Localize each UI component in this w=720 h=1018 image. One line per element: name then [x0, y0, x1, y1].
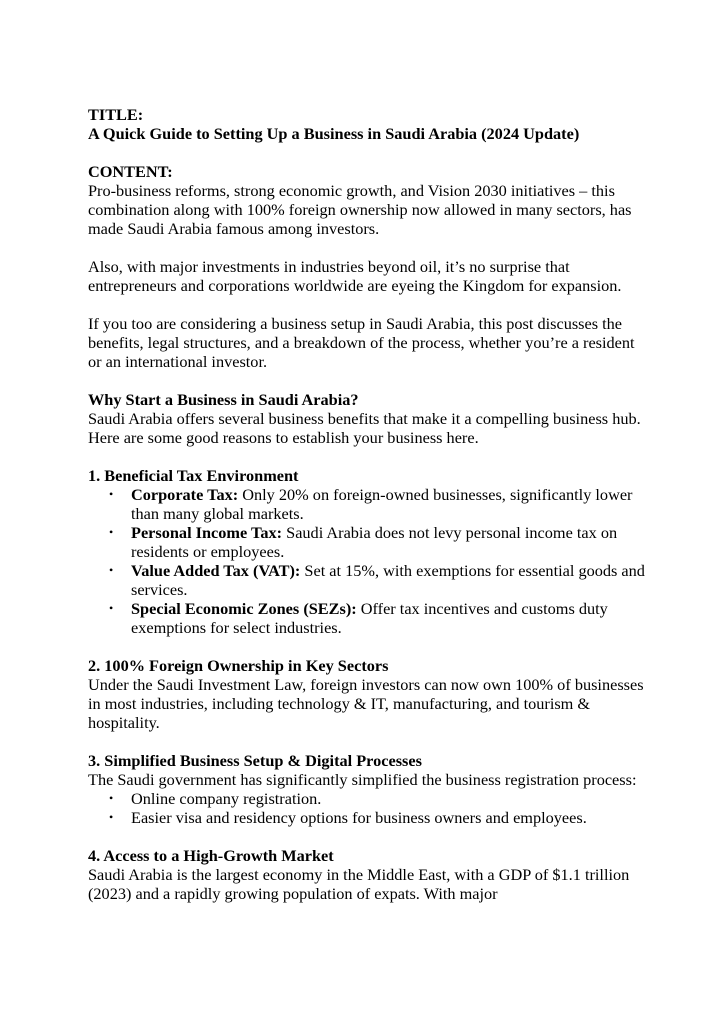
title-label: TITLE: [88, 105, 144, 124]
list-item [109, 808, 650, 827]
bullet-text: Online company registration. [131, 789, 322, 808]
bullet-label: Value Added Tax (VAT): [131, 561, 301, 580]
document-title: A Quick Guide to Setting Up a Business in Saudi Arabia (2024 Update) [88, 124, 580, 143]
bullet-icon: • [109, 563, 114, 577]
section1-bullet-list [88, 485, 650, 637]
list-item [109, 789, 650, 808]
bullet-icon: • [109, 791, 114, 805]
section3-bullet-list [88, 789, 650, 827]
bullet-label: Special Economic Zones (SEZs): [131, 599, 357, 618]
list-item [109, 599, 650, 637]
why-heading: Why Start a Business in Saudi Arabia? [88, 390, 359, 409]
list-item [109, 523, 650, 561]
intro-paragraph-2: Also, with major investments in industries beyond oil, it’s no surprise that entrepreneurs and corporations worldwide are eyeing the Kingdom for expansion. [88, 257, 622, 295]
why-text: Saudi Arabia offers several business benefits that make it a compelling business hub. Here are some good reasons to establish your business here. [88, 409, 641, 447]
section3-text: The Saudi government has significantly simplified the business registration process: [88, 770, 637, 789]
intro-paragraph-3: If you too are considering a business setup in Saudi Arabia, this post discusses the benefits, legal structures, and a breakdown of the process, whether you’re a resident or an international investor. [88, 314, 635, 371]
bullet-icon: • [109, 487, 114, 501]
bullet-icon: • [109, 525, 114, 539]
bullet-text: Offer tax incentives and customs duty exemptions for select industries. [131, 599, 608, 637]
bullet-icon: • [109, 601, 114, 615]
content-label: CONTENT: [88, 162, 173, 181]
bullet-text: Saudi Arabia does not levy personal income tax on residents or employees. [131, 523, 618, 561]
bullet-text: Set at 15%, with exemptions for essential goods and services. [131, 561, 645, 599]
list-item [109, 485, 650, 523]
intro-paragraph-1: Pro-business reforms, strong economic growth, and Vision 2030 initiatives – this combination along with 100% foreign ownership now allowed in many sectors, has made Saudi Arabia famous among investors. [88, 181, 632, 238]
list-item [109, 561, 650, 599]
bullet-icon: • [109, 810, 114, 824]
section4-text: Saudi Arabia is the largest economy in the Middle East, with a GDP of $1.1 trillion (2023) and a rapidly growing population of expats. With major [88, 865, 630, 903]
section1-heading: 1. Beneficial Tax Environment [88, 466, 299, 485]
section4-heading: 4. Access to a High-Growth Market [88, 846, 334, 865]
bullet-text: Easier visa and residency options for business owners and employees. [131, 808, 587, 827]
bullet-text: Only 20% on foreign-owned businesses, significantly lower than many global markets. [131, 485, 633, 523]
section2-text: Under the Saudi Investment Law, foreign investors can now own 100% of businesses in most industries, including technology & IT, manufacturing, and tourism & hospitality. [88, 675, 644, 732]
section2-heading: 2. 100% Foreign Ownership in Key Sectors [88, 656, 389, 675]
bullet-label: Personal Income Tax: [131, 523, 283, 542]
section3-heading: 3. Simplified Business Setup & Digital Processes [88, 751, 422, 770]
bullet-label: Corporate Tax: [131, 485, 239, 504]
